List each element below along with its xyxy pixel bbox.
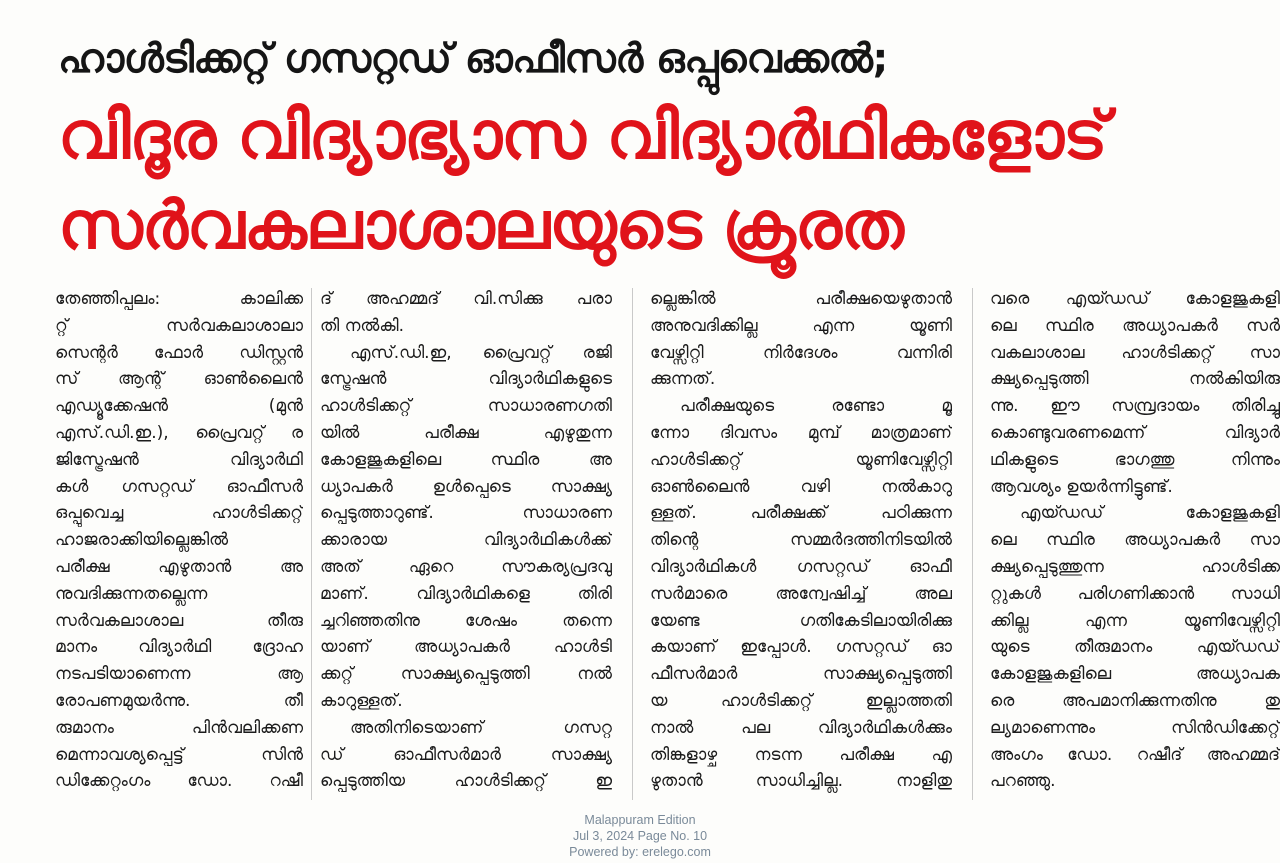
text-line: ല്ലെങ്കിൽ പരീക്ഷയെഴുതാൻ — [650, 289, 952, 309]
text-line: ഒപ്പുവെച്ച ഹാൾടിക്കറ്റ് — [55, 503, 303, 524]
text-line: രെ അപമാനിക്കുന്നതിനു തു — [990, 690, 1280, 711]
headline-line-2: സർവകലാശാലയുടെ ക്രൂരത — [58, 187, 903, 264]
text-line: പ്പെടുത്തിയ ഹാൾടിക്കറ്റ് ഇ — [320, 771, 612, 792]
text-line: പ്പെടുത്താറുണ്ട്. സാധാരണ — [320, 503, 612, 524]
powered-by-link[interactable]: Powered by: erelego.com — [569, 845, 711, 859]
text-line: യുടെ തീരുമാനം എയ്ഡഡ് — [990, 637, 1280, 658]
text-line: കോളജുകളിലെ സ്ഥിര അ — [320, 449, 612, 470]
text-line: എസ്.ഡി.ഇ, പ്രൈവറ്റ് രജി — [350, 342, 612, 363]
text-line: ക്കില്ല എന്ന യൂണിവേഴ്സിറ്റി — [990, 610, 1280, 631]
text-line: മെന്നാവശ്യപ്പെട്ട് സിൻ — [55, 744, 303, 765]
text-line: രുമാനം പിൻവലിക്കണ — [55, 717, 303, 738]
edition-date-page: Jul 3, 2024 Page No. 10 — [572, 829, 708, 843]
paragraph — [320, 286, 612, 795]
text-line: അതിനിടെയാണ് ഗസറ്റ — [350, 717, 612, 738]
column-divider — [972, 288, 973, 800]
text-line: ദ് അഹമ്മദ് വി.സിക്കു പരാ — [320, 289, 612, 309]
text-line: തേഞ്ഞിപ്പലം: കാലിക്ക — [55, 289, 303, 309]
text-line: നാൽ പല വിദ്യാർഥികൾക്കും — [650, 717, 952, 738]
text-line: ന്നോ ദിവസം മുമ്പ് മാത്രമാണ് — [650, 422, 952, 443]
text-line: സെന്റർ ഫോർ ഡിസ്റ്റൻ — [55, 342, 303, 363]
text-line: ക്ഷ്യപ്പെടുത്തി നൽകിയിരു — [990, 369, 1280, 390]
text-line: ക്കറ്റ് സാക്ഷ്യപ്പെടുത്തി നൽ — [320, 664, 612, 685]
text-line: അംഗം ഡോ. റഷീദ് അഹമ്മദ് — [990, 744, 1280, 765]
text-line: സർമാരെ അന്വേഷിച്ച് അല — [650, 583, 952, 604]
text-line: വരെ എയ്ഡഡ് കോളജുകളി — [990, 289, 1280, 309]
column-divider — [632, 288, 633, 800]
column-divider — [311, 288, 312, 800]
text-line: റ്റുകൾ പരിഗണിക്കാൻ സാധി — [990, 583, 1280, 604]
text-line: റ്റ് സർവകലാശാലാ — [55, 315, 303, 336]
article-column-3 — [650, 286, 952, 816]
text-line: കോളജുകളിലെ അധ്യാപക — [990, 664, 1280, 685]
edition-footer — [0, 812, 1280, 860]
text-line: ഥികളുടെ ഭാഗത്തു നിന്നും — [990, 449, 1280, 470]
text-line: ഓൺലൈൻ വഴി നൽകാറു — [650, 476, 952, 497]
text-line: തി നൽകി. — [320, 315, 404, 336]
text-line: ലെ സ്ഥിര അധ്യാപകർ സർ — [990, 315, 1280, 336]
paragraph — [990, 286, 1280, 795]
text-line: ഴുതാൻ സാധിച്ചില്ല. നാളിതു — [650, 771, 952, 792]
text-line: ആവശ്യം ഉയർന്നിട്ടുണ്ട്. — [990, 476, 1173, 497]
text-line: സർവകലാശാല തീരു — [55, 610, 303, 631]
text-line: കൾ ഗസറ്റഡ് ഓഫീസർ — [55, 476, 303, 497]
text-line: ച്ചറിഞ്ഞതിനു ശേഷം തന്നെ — [320, 610, 612, 631]
text-line: ക്ഷ്യപ്പെടുത്തുന്ന ഹാൾടിക്ക — [990, 556, 1280, 577]
text-line: ന്നു. ഈ സമ്പ്രദായം തിരിച്ചു — [990, 396, 1280, 417]
text-line: ല്യമാണെന്നും സിൻഡിക്കേറ്റ് — [990, 717, 1280, 738]
text-line: എഡ്യൂക്കേഷൻ (മുൻ — [55, 396, 303, 417]
text-line: വിദ്യാർഥികൾ ഗസറ്റഡ് ഓഫീ — [650, 556, 952, 577]
text-line: ധ്യാപകർ ഉൾപ്പെടെ സാക്ഷ്യ — [320, 476, 612, 497]
text-line: ഡിക്കേറ്റംഗം ഡോ. റഷീ — [55, 771, 303, 792]
text-line: ലെ സ്ഥിര അധ്യാപകർ സാ — [990, 530, 1280, 551]
text-line: വേഴ്സിറ്റി നിർദേശം വന്നിരി — [650, 342, 952, 363]
text-line: കയാണ് ഇപ്പോൾ. ഗസറ്റഡ് ഓ — [650, 637, 952, 658]
article-column-4 — [990, 286, 1280, 816]
paragraph — [650, 286, 952, 795]
text-line: ഹാജരാക്കിയില്ലെങ്കിൽ — [55, 530, 229, 551]
text-line: ഡ് ഓഫീസർമാർ സാക്ഷ്യ — [320, 744, 612, 765]
text-line: നടപടിയാണെന്ന ആ — [55, 664, 303, 685]
paragraph — [55, 286, 303, 795]
text-line: യാണ് അധ്യാപകർ ഹാൾടി — [320, 637, 612, 658]
text-line: മാണ്. വിദ്യാർഥികളെ തിരി — [320, 583, 612, 604]
edition-name: Malappuram Edition — [584, 813, 696, 827]
text-line: വകലാശാല ഹാൾടിക്കറ്റ് സാ — [990, 342, 1280, 363]
text-line: എയ്ഡഡ് കോളജുകളി — [1020, 503, 1280, 524]
text-line: യിൽ പരീക്ഷ എഴുതുന്ന — [320, 422, 612, 443]
text-line: തിങ്കളാഴ്ച നടന്ന പരീക്ഷ എ — [650, 744, 952, 765]
text-line: രോപണമുയർന്നു. തീ — [55, 690, 303, 711]
text-line: ഹാൾടിക്കറ്റ് യൂണിവേഴ്സിറ്റി — [650, 449, 952, 470]
text-line: കൊണ്ടുവരണമെന്ന് വിദ്യാർ — [990, 422, 1280, 443]
text-line: യ ഹാൾടിക്കറ്റ് ഇല്ലാത്തതി — [650, 690, 952, 711]
text-line: എസ്.ഡി.ഇ.), പ്രൈവറ്റ് ര — [55, 422, 303, 443]
text-line: പറഞ്ഞു. — [990, 771, 1056, 792]
text-line: കാറുള്ളത്. — [320, 690, 403, 711]
article-column-1 — [55, 286, 303, 816]
text-line: പരീക്ഷയുടെ രണ്ടോ മൂ — [680, 396, 952, 417]
text-line: സ്ട്രേഷൻ വിദ്യാർഥികളുടെ — [320, 369, 612, 390]
text-line: ഹാൾടിക്കറ്റ് സാധാരണഗതി — [320, 396, 612, 417]
text-line: അനുവദിക്കില്ല എന്ന യൂണി — [650, 315, 952, 336]
text-line: ക്കുന്നത്. — [650, 369, 716, 390]
text-line: അത് ഏറെ സൗകര്യപ്രദവു — [320, 556, 612, 577]
text-line: നുവദിക്കുന്നതല്ലെന്ന — [55, 583, 208, 604]
text-line: മാനം വിദ്യാർഥി ദ്രോഹ — [55, 637, 303, 658]
text-line: ള്ളത്. പരീക്ഷക്ക് പഠിക്കുന്ന — [650, 503, 952, 524]
text-line: ക്കാരായ വിദ്യാർഥികൾക്ക് — [320, 530, 612, 551]
text-line: പരീക്ഷ എഴുതാൻ അ — [55, 556, 303, 577]
article-kicker: ഹാൾടിക്കറ്റ് ഗസറ്റഡ് ഓഫീസർ ഒപ്പുവെക്കൽ; — [58, 36, 888, 82]
text-line: തിന്റെ സമ്മർദത്തിനിടയിൽ — [650, 530, 952, 551]
text-line: യേണ്ട ഗതികേടിലായിരിക്കു — [650, 610, 952, 631]
text-line: ഫീസർമാർ സാക്ഷ്യപ്പെടുത്തി — [650, 664, 952, 685]
text-line: സ് ആന്റ് ഓൺലൈൻ — [55, 369, 303, 390]
headline-line-1: വിദൂര വിദ്യാഭ്യാസ വിദ്യാർഥികളോട് — [58, 97, 1107, 174]
article-column-2 — [320, 286, 612, 816]
text-line: ജിസ്ട്രേഷൻ വിദ്യാർഥി — [55, 449, 303, 470]
